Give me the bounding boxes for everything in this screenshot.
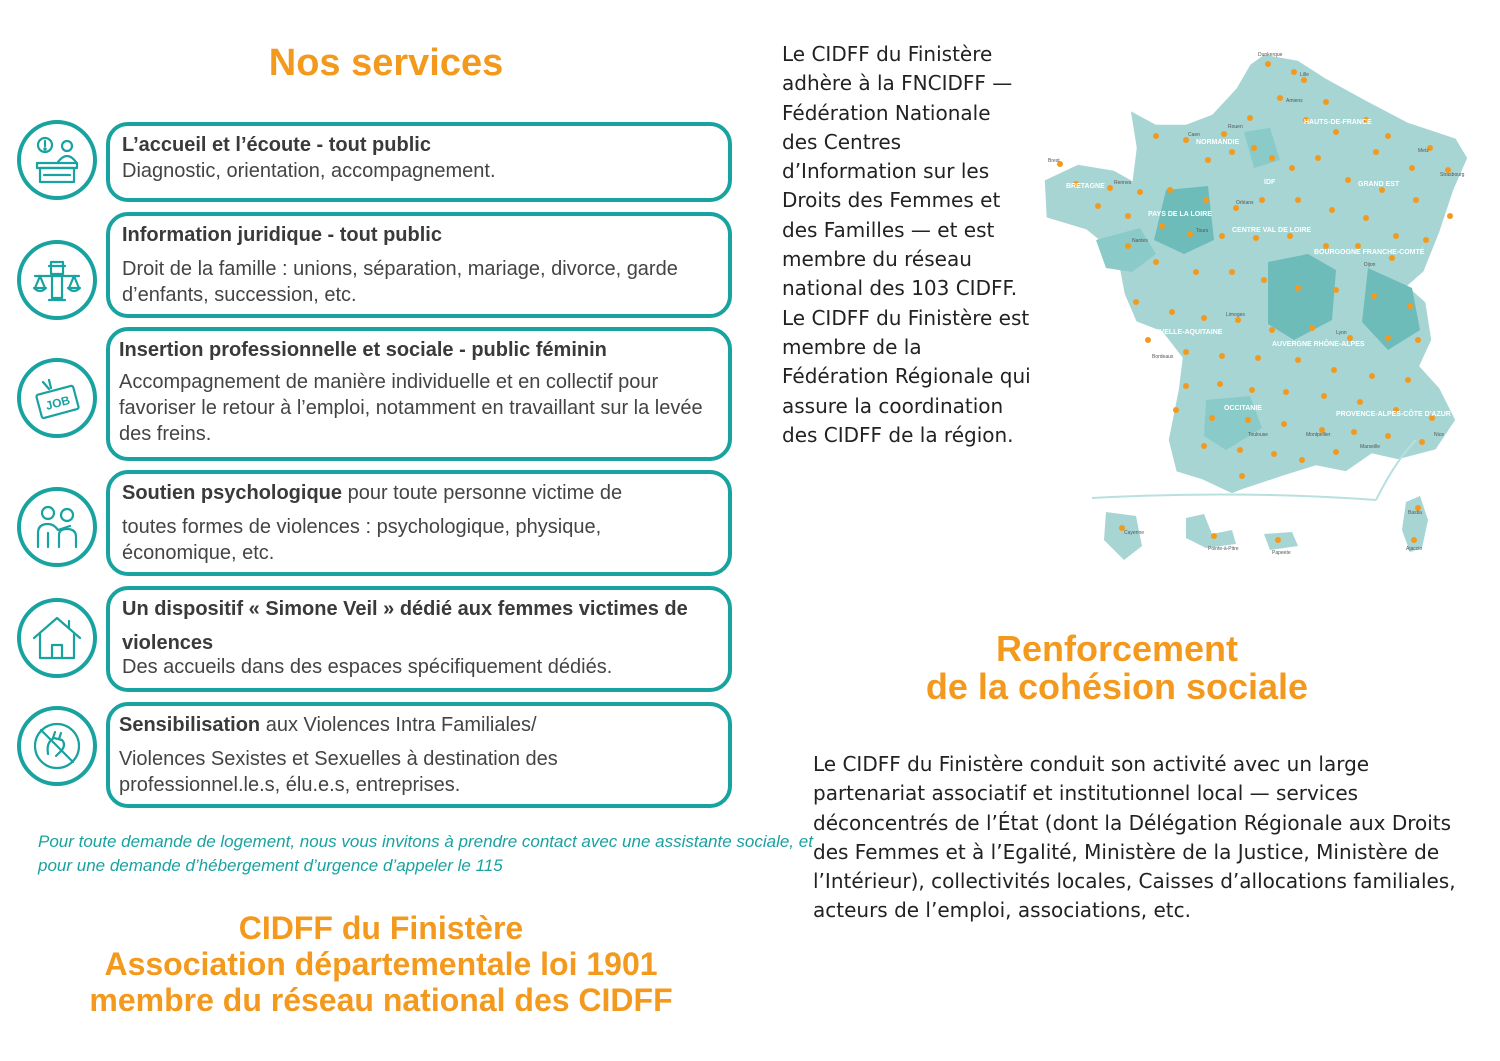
city-label: Orléans [1236, 200, 1254, 206]
city-label: Ajaccio [1406, 546, 1423, 552]
service-heading-rest: pour toute personne victime de [342, 482, 623, 504]
city-label: Limoges [1226, 312, 1245, 318]
city-label: Dunkerque [1258, 52, 1283, 58]
city-label: Papeete [1272, 550, 1291, 556]
cohesion-title [840, 630, 1394, 706]
reception-desk-icon [17, 120, 97, 200]
city-label: Montpellier [1306, 432, 1331, 438]
service-text: Accompagnement de manière individuelle et en collectif pour favoriser le retour à l’emploi, notamment en travaillant sur la levée des freins. [119, 371, 703, 445]
house-icon [17, 598, 97, 678]
service-text: Violences Sexistes et Sexuelles à destination des professionnel.le.s, élu.e.s, entreprises. [119, 748, 558, 796]
region-label: GRAND EST [1358, 181, 1400, 188]
city-label: Toulouse [1248, 432, 1269, 438]
service-heading: Sensibilisation [119, 714, 261, 736]
service-heading: Information juridique - tout public [122, 224, 442, 246]
city-label: Dijon [1364, 262, 1376, 268]
service-text: toutes formes de violences : psychologique, physique, économique, etc. [122, 516, 602, 564]
cohesion-title-line: Renforcement [995, 628, 1239, 669]
cohesion-title-line: de la cohésion sociale [925, 666, 1309, 707]
footer-identity [0, 910, 762, 1018]
federation-paragraph: Le CIDFF du Finistère adhère à la FNCIDFF — Fédération Nationale des Centres d’Information sur les Droits des Femmes et des Familles — et est membre du réseau national des 103 CIDFF. [782, 42, 1018, 301]
cohesion-text: Le CIDFF du Finistère conduit son activité avec un large partenariat associatif et institutionnel local — services déconcentrés de l’État (dont la Délégation Régionale aux Droits des Femmes et à l’Egalité, Ministère de la Justice, Ministère de l’Intérieur), collectivités locales, Caisses d’allocations familiales, acteurs de l’emploi, associations, etc. [813, 752, 1456, 923]
city-label: Nice [1434, 432, 1445, 438]
city-label: Marseille [1360, 444, 1381, 450]
region-label: IDF [1264, 179, 1276, 186]
federation-text [782, 40, 1032, 450]
city-label: Caen [1188, 132, 1200, 138]
svg-text:JOB: JOB [44, 392, 72, 413]
guyane [1104, 512, 1145, 560]
service-heading: Insertion professionnelle et sociale - public féminin [119, 339, 607, 361]
region-label: CENTRE VAL DE LOIRE [1232, 227, 1312, 234]
region-label: BOURGOGNE FRANCHE-COMTÉ [1314, 249, 1425, 256]
no-violence-icon [17, 706, 97, 786]
footer-line: Association départementale loi 1901 [104, 946, 658, 982]
footer-line: CIDFF du Finistère [238, 910, 524, 946]
service-heading: Soutien psychologique [122, 482, 343, 504]
city-label: Amiens [1286, 98, 1303, 104]
service-simone-veil [106, 586, 732, 692]
city-label: Rennes [1114, 180, 1132, 186]
service-psychological-support [106, 470, 732, 576]
service-reception [106, 122, 732, 202]
service-awareness [106, 702, 732, 808]
service-heading: Un dispositif « Simone Veil » dédié aux femmes victimes de violences [122, 598, 688, 654]
city-label: Bastia [1408, 510, 1422, 516]
region-label: NOUVELLE-AQUITAINE [1144, 329, 1223, 336]
job-sign-icon [17, 358, 97, 438]
city-label: Strasbourg [1440, 172, 1465, 178]
france-cidff-map [1036, 40, 1476, 575]
region-label: BRETAGNE [1066, 183, 1105, 190]
service-text: Droit de la famille : unions, séparation, mariage, divorce, garde d’enfants, succession, etc. [122, 258, 678, 306]
city-label: Rouen [1228, 124, 1243, 130]
service-heading-rest: aux Violences Intra Familiales/ [260, 714, 537, 736]
city-label: Brest [1048, 158, 1060, 164]
metropolitan-france [1044, 54, 1468, 494]
region-label: HAUTS-DE-FRANCE [1304, 119, 1372, 126]
services-title: Nos services [268, 42, 504, 84]
service-professional-insertion [106, 327, 732, 461]
guadeloupe [1186, 514, 1236, 548]
region-label: OCCITANIE [1224, 405, 1262, 412]
corsica [1402, 496, 1428, 552]
region-label: PAYS DE LA LOIRE [1148, 211, 1212, 218]
service-legal-info [106, 212, 732, 318]
city-label: Cayenne [1124, 530, 1145, 536]
region-label: PROVENCE-ALPES-CÔTE D'AZUR [1336, 411, 1451, 418]
service-text: Diagnostic, orientation, accompagnement. [122, 160, 496, 182]
region-label: AUVERGNE RHÔNE-ALPES [1272, 341, 1365, 348]
federation-paragraph: Le CIDFF du Finistère est membre de la Fédération Régionale qui assure la coordination des CIDFF de la région. [782, 305, 1031, 447]
city-label: Bordeaux [1152, 354, 1174, 360]
city-label: Tours [1196, 228, 1209, 234]
city-label: Lille [1300, 72, 1309, 78]
city-label: Nantes [1132, 238, 1148, 244]
service-text: Des accueils dans des espaces spécifiquement dédiés. [122, 656, 613, 678]
housing-note: Pour toute demande de logement, nous vous invitons à prendre contact avec une assistante sociale, et pour une demande d’hébergement d’urgence d’appeler le 115 [38, 832, 813, 875]
overseas-divider [1092, 494, 1376, 500]
city-label: Pointe-à-Pitre [1208, 546, 1239, 552]
region-label: NORMANDIE [1196, 139, 1240, 146]
footer-line: membre du réseau national des CIDFF [89, 982, 673, 1018]
justice-scales-icon [17, 240, 97, 320]
psychological-support-icon [17, 487, 97, 567]
polynesie [1264, 532, 1298, 550]
city-label: Metz [1418, 148, 1429, 154]
city-label: Lyon [1336, 330, 1347, 336]
service-heading: L’accueil et l’écoute - tout public [122, 134, 431, 156]
